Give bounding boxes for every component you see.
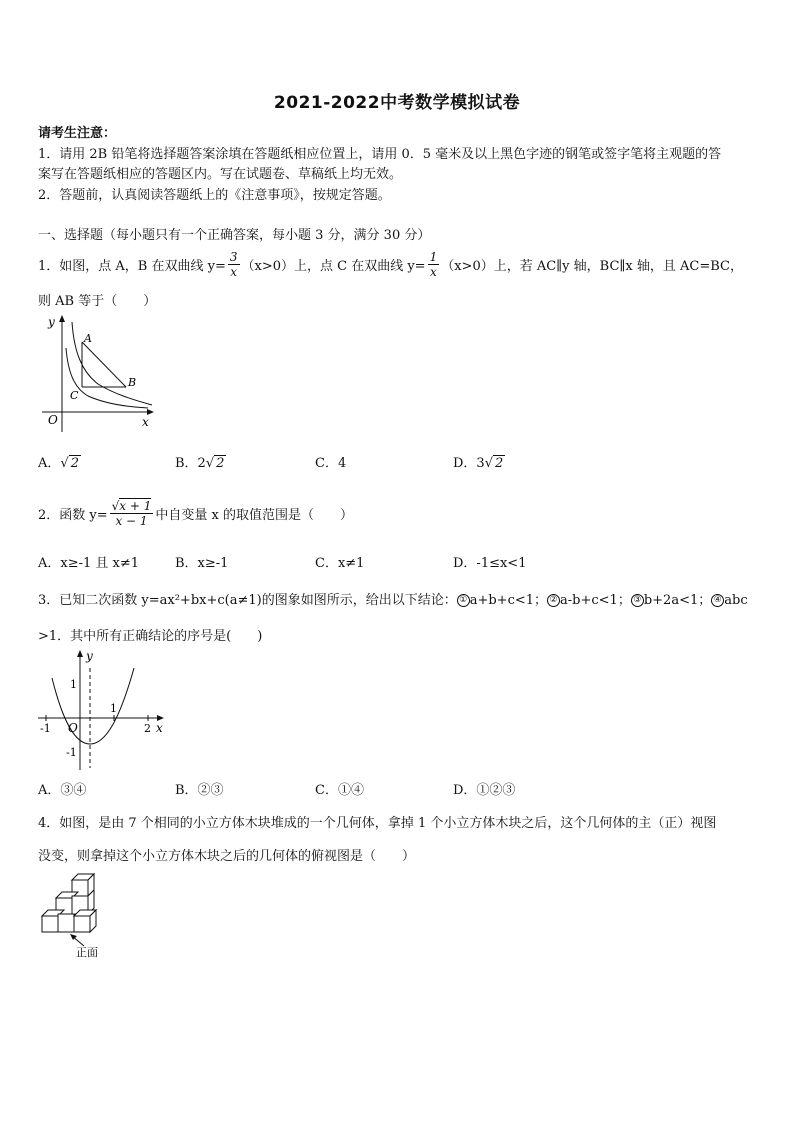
q1-hyperbola-figure bbox=[38, 312, 158, 434]
notice-item-1b: 案写在答题纸相应的答题区内。写在试题卷、草稿纸上均无效。 bbox=[38, 167, 403, 182]
q1-label-b: B bbox=[128, 376, 137, 389]
question-3-line-2: >1．其中所有正确结论的序号是( ) bbox=[38, 629, 263, 644]
q1-option-a-rad: 2 bbox=[70, 456, 79, 471]
q1-label-y: y bbox=[48, 315, 55, 329]
q1-option-b-sqrt: √ 2 bbox=[205, 456, 225, 471]
q1-segment-ab bbox=[82, 342, 126, 387]
q1-frac1-num: 3 bbox=[229, 249, 238, 264]
q3-label-2x: 2 bbox=[144, 722, 151, 735]
q2-fraction bbox=[110, 499, 154, 528]
q1-option-d bbox=[453, 452, 505, 471]
q1-frac1-den: x bbox=[230, 264, 238, 279]
question-4-line-1: 4．如图，是由 7 个相同的小立方体木块堆成的一个几何体，拿掉 1 个小立方体木块之后，这个几何体的主（正）视图 bbox=[38, 816, 717, 831]
q1-y-arrow bbox=[59, 315, 65, 322]
q3-label-y: y bbox=[86, 649, 93, 663]
q2-numerator: √x + 1 bbox=[111, 498, 152, 513]
q3-option-b: B．②③ bbox=[175, 783, 224, 798]
notice-item-2: 2．答题前，认真阅读答题纸上的《注意事项》，按规定答题。 bbox=[38, 188, 391, 203]
section-heading: 一、选择题（每小题只有一个正确答案，每小题 3 分，满分 30 分） bbox=[38, 228, 431, 243]
q1-fraction-2 bbox=[428, 250, 440, 279]
q2-option-d: D．-1≤x<1 bbox=[453, 556, 527, 571]
q2-text-1: 2．函数 y= bbox=[38, 507, 108, 523]
question-3-line-1 bbox=[38, 589, 748, 608]
q1-label-o: O bbox=[48, 413, 58, 427]
q3-conclusion-3: b+2a<1； bbox=[643, 593, 712, 608]
q1-option-c-label: C．4 bbox=[315, 456, 347, 471]
q1-option-b-label: B．2 bbox=[175, 456, 206, 471]
q1-option-a bbox=[38, 452, 81, 471]
q1-option-d-label: D．3 bbox=[453, 456, 485, 471]
question-1-line-2: 则 AB 等于（ ） bbox=[38, 294, 157, 309]
notice-item-1a: 1．请用 2B 铅笔将选择题答案涂填在答题纸相应位置上，请用 0．5 毫米及以上黑色字迹的钢笔或签字笔将主观题的答 bbox=[38, 147, 722, 162]
q3-option-c: C．①④ bbox=[315, 783, 364, 798]
q1-label-a: A bbox=[84, 332, 92, 345]
q3-circle-4: ④ bbox=[711, 594, 724, 607]
q3-label-neg1y: -1 bbox=[66, 746, 77, 759]
q1-fraction-1 bbox=[228, 250, 240, 279]
q1-text-3: （x>0）上，若 AC∥y 轴，BC∥x 轴，且 AC=BC， bbox=[441, 258, 743, 274]
q1-option-b-rad: 2 bbox=[216, 456, 225, 471]
q1-option-a-sqrt: √ 2 bbox=[60, 456, 79, 471]
q2-denominator: x − 1 bbox=[115, 513, 148, 528]
q3-label-1x: 1 bbox=[110, 702, 117, 715]
question-1-line-1 bbox=[38, 246, 743, 282]
q3-conclusion-2: a-b+c<1； bbox=[560, 593, 631, 608]
q2-option-b: B．x≥-1 bbox=[175, 556, 229, 571]
q3-y-arrow bbox=[77, 650, 83, 657]
notice-heading: 请考生注意： bbox=[38, 126, 117, 141]
q2-option-c: C．x≠1 bbox=[315, 556, 365, 571]
q3-circle-1: ① bbox=[457, 594, 470, 607]
q1-option-b bbox=[175, 452, 226, 471]
q3-option-a: A．③④ bbox=[38, 783, 87, 798]
q1-frac2-den: x bbox=[430, 264, 437, 279]
q1-option-d-rad: 2 bbox=[495, 456, 504, 471]
q3-label-x: x bbox=[156, 721, 163, 735]
q1-option-a-label: A． bbox=[38, 456, 61, 471]
q3-parabola-figure bbox=[36, 648, 168, 772]
q3-conclusion-4: abc bbox=[724, 593, 748, 608]
q1-option-c bbox=[315, 452, 346, 471]
q3-circle-3: ③ bbox=[631, 594, 644, 607]
q3-parabola-curve bbox=[52, 668, 134, 744]
q1-text-1: 1．如图，点 A，B 在双曲线 y= bbox=[38, 258, 226, 274]
q1-label-x: x bbox=[142, 415, 149, 429]
q3-label-neg1x: -1 bbox=[40, 722, 51, 735]
q3-text-1: 3．已知二次函数 y=ax²+bx+c(a≠1)的图象如图所示，给出以下结论： bbox=[38, 593, 457, 608]
page-title: 2021-2022中考数学模拟试卷 bbox=[273, 93, 521, 113]
q1-frac2-num: 1 bbox=[429, 249, 438, 264]
q1-option-d-sqrt: √ 2 bbox=[484, 456, 504, 471]
q3-label-o: O bbox=[68, 721, 78, 735]
q3-conclusion-1: a+b+c<1； bbox=[469, 593, 548, 608]
q3-option-d: D．①②③ bbox=[453, 783, 516, 798]
q2-numerator-rad: x + 1 bbox=[119, 498, 152, 513]
q1-label-c: C bbox=[70, 389, 79, 402]
q4-front-label: 正面 bbox=[76, 946, 98, 959]
q3-circle-2: ② bbox=[547, 594, 560, 607]
question-2-line bbox=[38, 494, 353, 532]
q3-label-1y: 1 bbox=[70, 678, 77, 691]
question-4-line-2: 没变，则拿掉这个小立方体木块之后的几何体的俯视图是（ ） bbox=[38, 849, 416, 864]
q2-option-a: A．x≥-1 且 x≠1 bbox=[38, 556, 140, 571]
q2-text-2: 中自变量 x 的取值范围是（ ） bbox=[155, 507, 353, 523]
q1-text-2: （x>0）上，点 C 在双曲线 y= bbox=[241, 258, 426, 274]
q4-cube-stack-figure bbox=[38, 872, 114, 962]
